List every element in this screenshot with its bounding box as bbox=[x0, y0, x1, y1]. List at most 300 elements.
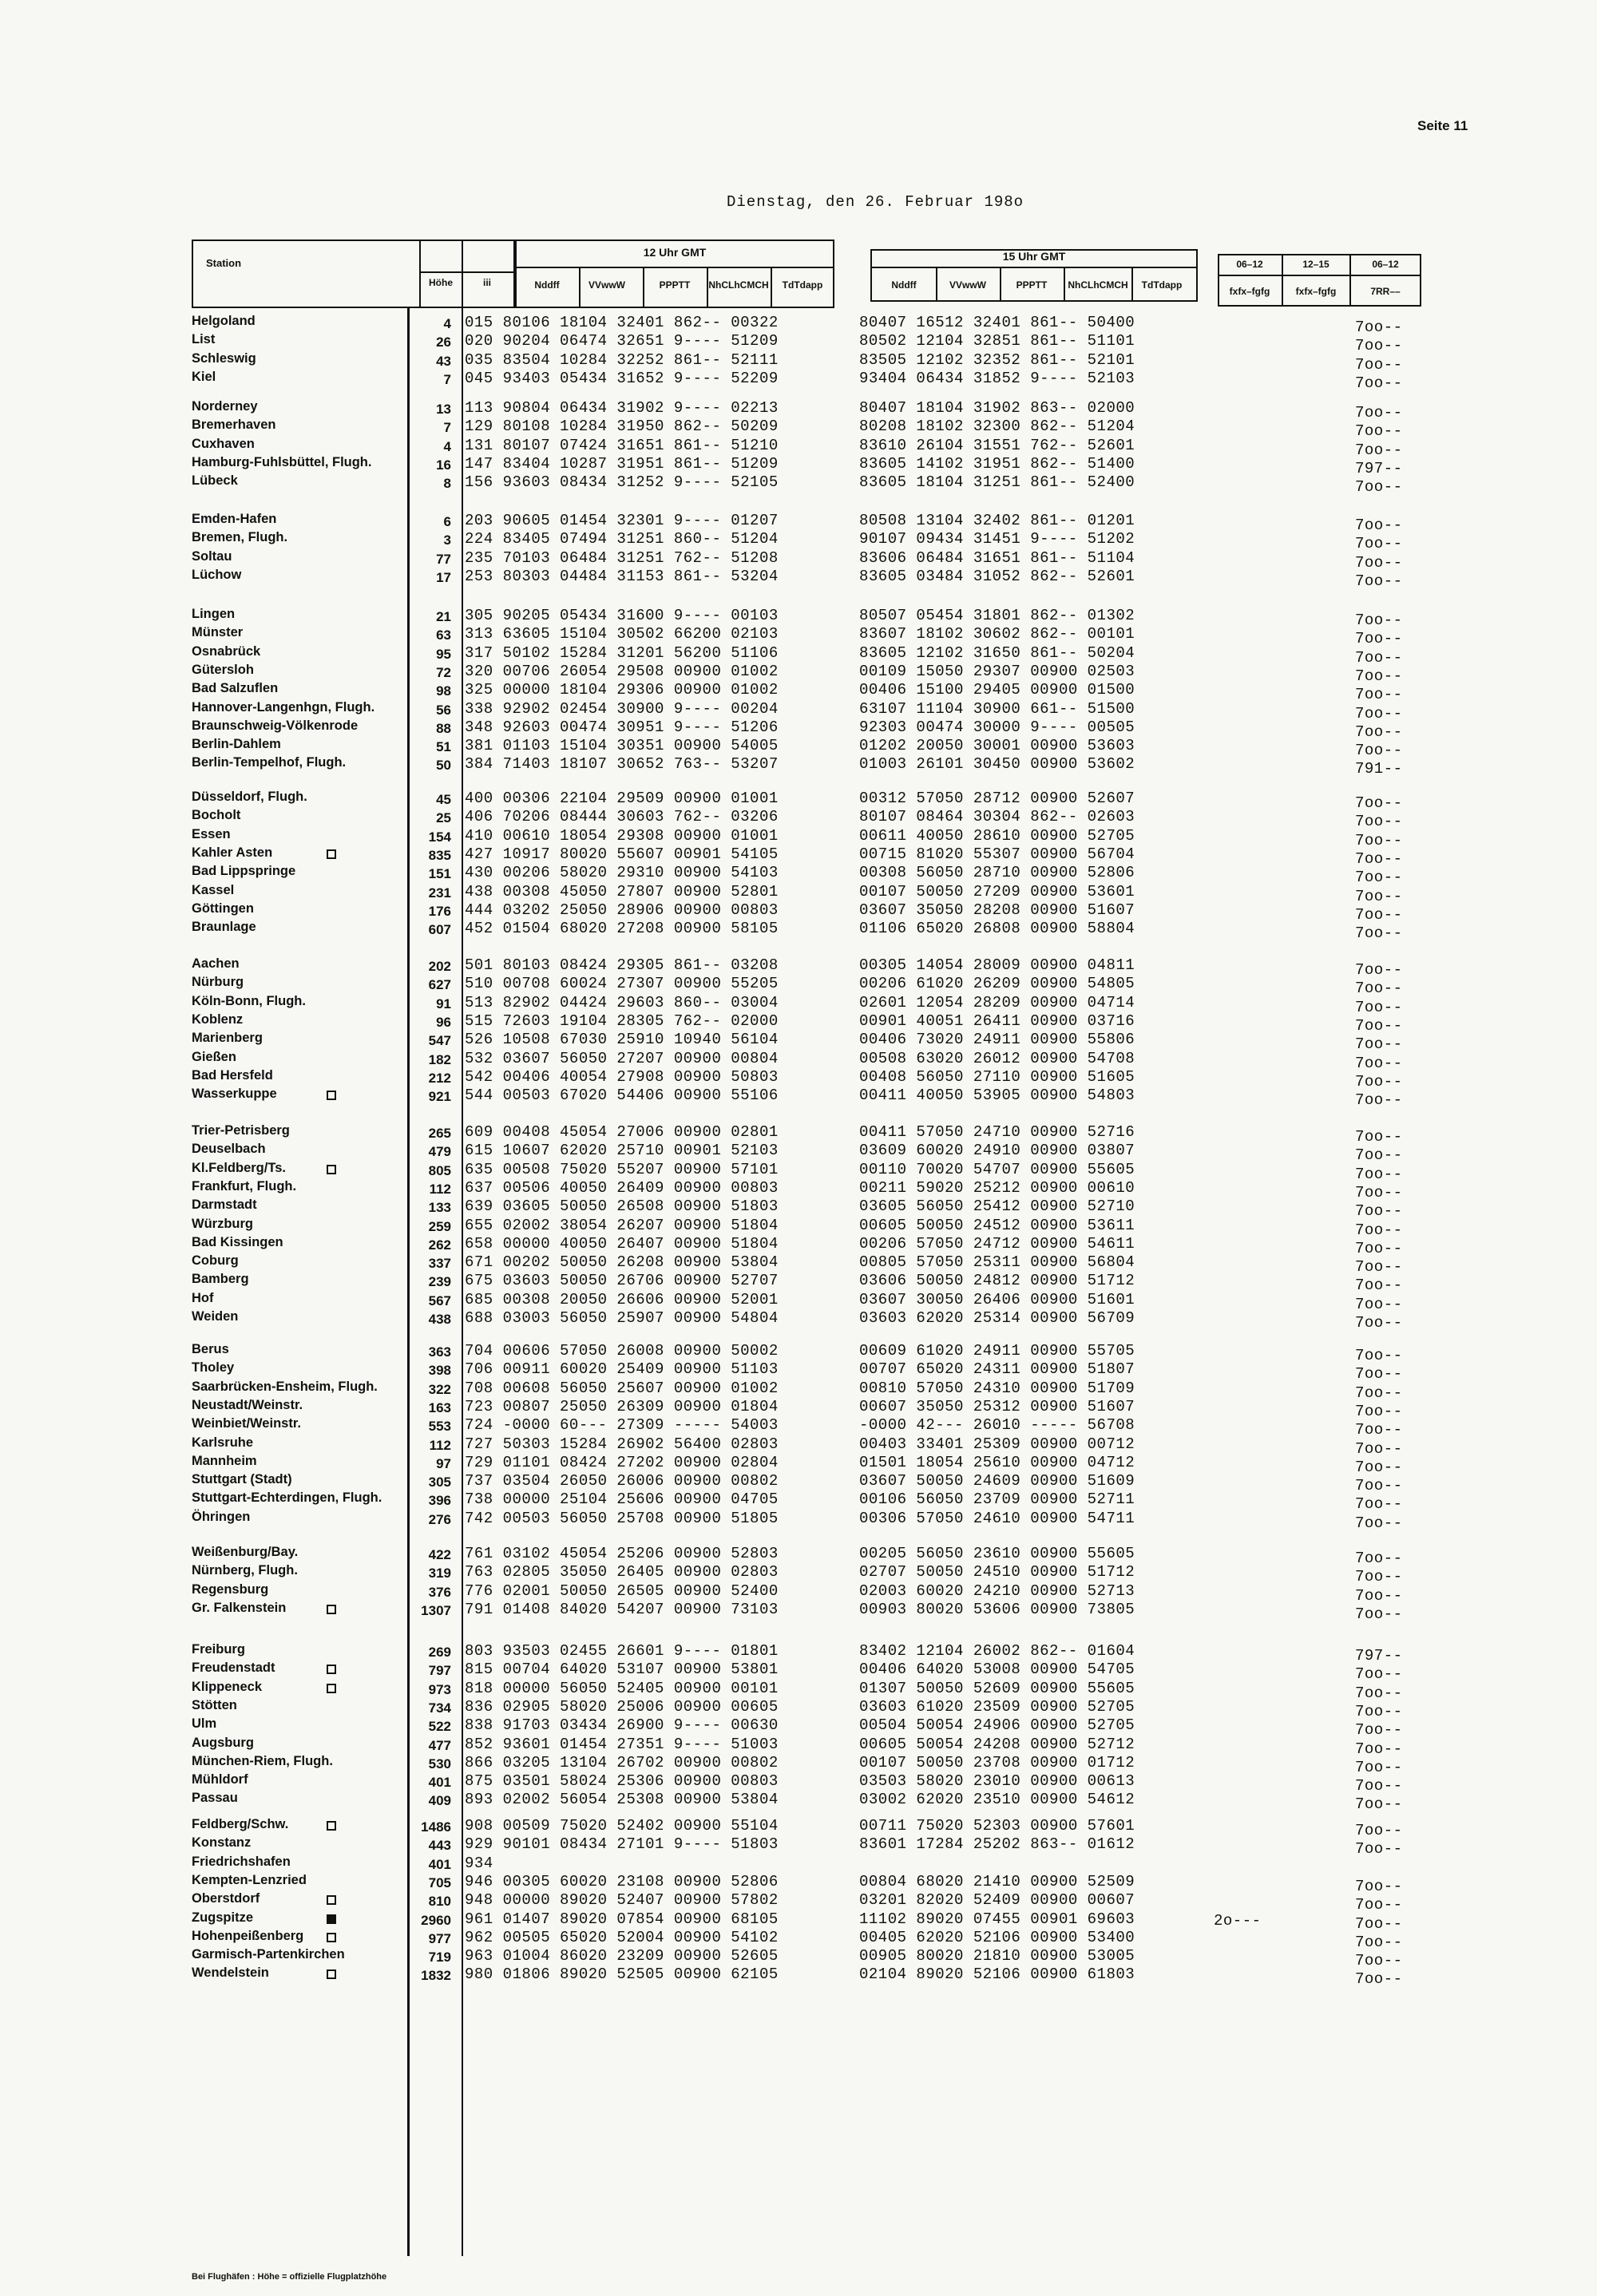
observation-12utc: 761 03102 45054 25206 00900 52803 bbox=[465, 1545, 779, 1562]
observation-12utc: 406 70206 08444 30603 762-- 03206 bbox=[465, 808, 779, 826]
precip-code: 7oo-- bbox=[1355, 612, 1403, 629]
period-subheader: 7RR–– bbox=[1370, 286, 1401, 297]
observation-12utc: 893 02002 56054 25308 00900 53804 bbox=[465, 1791, 779, 1809]
observation-12utc: 325 00000 18104 29306 00900 01002 bbox=[465, 681, 779, 699]
observation-12utc: 253 80303 04484 31153 861-- 53204 bbox=[465, 567, 779, 585]
table-row bbox=[0, 530, 1597, 553]
station-name: Konstanz bbox=[192, 1835, 252, 1851]
station-height: 151 bbox=[428, 866, 451, 882]
precip-code: 7oo-- bbox=[1355, 422, 1403, 441]
precip-code: 7oo-- bbox=[1355, 1458, 1403, 1476]
col12-header: Nddff bbox=[534, 279, 560, 291]
observation-12utc: 430 00206 58020 29310 00900 54103 bbox=[465, 864, 779, 882]
station-name: Emden-Hafen bbox=[192, 512, 277, 526]
observation-15utc: 80502 12104 32851 861-- 51101 bbox=[859, 332, 1135, 350]
precip-code: 7oo-- bbox=[1355, 1477, 1403, 1495]
observation-15utc: 83402 12104 26002 862-- 01604 bbox=[859, 1642, 1135, 1660]
station-name: Frankfurt, Flugh. bbox=[192, 1178, 297, 1194]
header-divider bbox=[462, 239, 463, 308]
observation-15utc: 00107 50050 23708 00900 01712 bbox=[859, 1753, 1135, 1771]
station-height: 627 bbox=[428, 977, 451, 993]
station-height: 479 bbox=[428, 1144, 451, 1160]
observation-12utc: 852 93601 01454 27351 9---- 51003 bbox=[465, 1735, 779, 1753]
table-row bbox=[0, 1753, 1597, 1776]
header-divider bbox=[579, 268, 581, 308]
precip-code: 7oo-- bbox=[1355, 535, 1403, 553]
table-row bbox=[0, 1087, 1597, 1110]
table-row bbox=[0, 662, 1597, 685]
table-row bbox=[0, 1342, 1597, 1364]
station-height: 401 bbox=[428, 1775, 451, 1791]
station-name: Passau bbox=[192, 1791, 238, 1806]
station-height: 231 bbox=[428, 885, 451, 901]
mountain-station-square-icon bbox=[327, 1605, 336, 1614]
precip-code: 7oo-- bbox=[1355, 667, 1403, 685]
observation-12utc: 655 02002 38054 26207 00900 51804 bbox=[465, 1216, 779, 1234]
station-height: 607 bbox=[428, 922, 451, 938]
precip-code: 7oo-- bbox=[1355, 1384, 1403, 1402]
station-name: Weinbiet/Weinstr. bbox=[192, 1416, 301, 1431]
precip-code: 7oo-- bbox=[1355, 517, 1403, 534]
station-name: Trier-Petrisberg bbox=[192, 1123, 290, 1138]
table-row bbox=[0, 1661, 1597, 1684]
observation-15utc: 83607 18102 30602 862-- 00101 bbox=[859, 625, 1135, 643]
station-name: Essen bbox=[192, 826, 231, 841]
station-name: Bocholt bbox=[192, 808, 241, 823]
precip-code: 7oo-- bbox=[1355, 1822, 1403, 1839]
observation-15utc: 00306 57050 24610 00900 54711 bbox=[859, 1509, 1135, 1527]
station-name: Düsseldorf, Flugh. bbox=[192, 790, 307, 804]
station-height: 477 bbox=[428, 1737, 451, 1753]
station-name: Zugspitze bbox=[192, 1910, 253, 1925]
observation-15utc: 00408 56050 27110 00900 51605 bbox=[859, 1067, 1135, 1086]
station-height: 95 bbox=[436, 646, 451, 662]
hoehe-column-header: Höhe bbox=[429, 277, 453, 288]
station-height: 88 bbox=[436, 720, 451, 736]
observation-12utc: 791 01408 84020 54207 00900 73103 bbox=[465, 1600, 779, 1618]
observation-12utc: 724 -0000 60--- 27309 ----- 54003 bbox=[465, 1416, 779, 1435]
station-height: 202 bbox=[428, 959, 451, 974]
period-header: 06–12 bbox=[1372, 259, 1399, 270]
precip-code: 7oo-- bbox=[1355, 1314, 1403, 1332]
observation-12utc: 658 00000 40050 26407 00900 51804 bbox=[465, 1234, 779, 1253]
observation-12utc: 962 00505 65020 52004 00900 54102 bbox=[465, 1928, 779, 1946]
observation-15utc: 00406 73020 24911 00900 55806 bbox=[859, 1031, 1135, 1049]
table-row bbox=[0, 567, 1597, 590]
observation-15utc: 00504 50054 24906 00900 52705 bbox=[859, 1716, 1135, 1735]
station-name: Mühldorf bbox=[192, 1772, 248, 1787]
station-height: 45 bbox=[436, 792, 451, 807]
table-row bbox=[0, 314, 1597, 336]
precip-code: 7oo-- bbox=[1355, 1035, 1403, 1054]
precip-code: 7oo-- bbox=[1355, 1740, 1403, 1758]
table-row bbox=[0, 808, 1597, 831]
col12-header: TdTdapp bbox=[782, 279, 823, 291]
precip-code: 7oo-- bbox=[1355, 1970, 1403, 1989]
station-name: Weißenburg/Bay. bbox=[192, 1545, 299, 1559]
table-row bbox=[0, 1791, 1597, 1814]
precip-code: 7oo-- bbox=[1355, 1568, 1403, 1586]
observation-12utc: 235 70103 06484 31251 762-- 51208 bbox=[465, 548, 779, 567]
observation-12utc: 542 00406 40054 27908 00900 50803 bbox=[465, 1067, 779, 1086]
mountain-station-square-icon bbox=[327, 1914, 336, 1924]
precip-code: 7oo-- bbox=[1355, 1016, 1403, 1035]
observation-12utc: 948 00000 89020 52407 00900 57802 bbox=[465, 1891, 779, 1910]
precip-code: 7oo-- bbox=[1355, 980, 1403, 998]
station-name: Kempten-Lenzried bbox=[192, 1872, 307, 1887]
precip-code: 7oo-- bbox=[1355, 1221, 1403, 1239]
header-divider bbox=[1131, 268, 1133, 302]
observation-15utc: 00107 50050 27209 00900 53601 bbox=[859, 882, 1135, 901]
table-row bbox=[0, 418, 1597, 441]
table-row bbox=[0, 1772, 1597, 1795]
precip-code: 7oo-- bbox=[1355, 1439, 1403, 1458]
precip-code: 7oo-- bbox=[1355, 1128, 1403, 1146]
precip-code: 7oo-- bbox=[1355, 905, 1403, 924]
observation-15utc: 00810 57050 24310 00900 51709 bbox=[859, 1379, 1135, 1397]
precip-code: 7oo-- bbox=[1355, 630, 1403, 648]
observation-15utc: 00110 70020 54707 00900 55605 bbox=[859, 1160, 1135, 1178]
observation-12utc: 708 00608 56050 25607 00900 01002 bbox=[465, 1379, 779, 1397]
header-divider bbox=[643, 268, 644, 308]
station-height: 239 bbox=[428, 1274, 451, 1290]
observation-12utc: 639 03605 50050 26508 00900 51803 bbox=[465, 1197, 779, 1216]
observation-12utc: 035 83504 10284 32252 861-- 52111 bbox=[465, 350, 779, 369]
station-name: List bbox=[192, 332, 216, 347]
header-divider bbox=[1282, 254, 1283, 307]
station-name: Tholey bbox=[192, 1360, 235, 1376]
station-height: 797 bbox=[428, 1663, 451, 1679]
precip-code: 7oo-- bbox=[1355, 1165, 1403, 1183]
period-header: 12–15 bbox=[1302, 259, 1330, 270]
precip-code: 7oo-- bbox=[1355, 648, 1403, 667]
observation-15utc: 03603 61020 23509 00900 52705 bbox=[859, 1697, 1135, 1716]
precip-code: 7oo-- bbox=[1355, 869, 1403, 887]
observation-12utc: 727 50303 15284 26902 56400 02803 bbox=[465, 1435, 779, 1453]
precip-code: 7oo-- bbox=[1355, 1202, 1403, 1221]
station-name: Bremerhaven bbox=[192, 418, 276, 433]
precip-code: 7oo-- bbox=[1355, 1586, 1403, 1605]
station-name: Köln-Bonn, Flugh. bbox=[192, 993, 306, 1008]
table-row bbox=[0, 1965, 1597, 1989]
precip-code: 7oo-- bbox=[1355, 998, 1403, 1016]
observation-15utc: 00305 14054 28009 00900 04811 bbox=[859, 956, 1135, 974]
station-name: München-Riem, Flugh. bbox=[192, 1753, 333, 1768]
station-height: 547 bbox=[428, 1033, 451, 1049]
observation-12utc: 838 91703 03434 26900 9---- 00630 bbox=[465, 1716, 779, 1735]
station-header-box bbox=[192, 239, 515, 308]
observation-15utc: 00411 57050 24710 00900 52716 bbox=[859, 1123, 1135, 1141]
table-row bbox=[0, 1581, 1597, 1605]
station-name: Stuttgart (Stadt) bbox=[192, 1472, 292, 1487]
observation-15utc: 00308 56050 28710 00900 52806 bbox=[859, 864, 1135, 882]
observation-12utc: 020 90204 06474 32651 9---- 51209 bbox=[465, 332, 779, 350]
station-height: 112 bbox=[429, 1437, 451, 1453]
observation-15utc: 00106 56050 23709 00900 52711 bbox=[859, 1490, 1135, 1509]
station-name: Regensburg bbox=[192, 1581, 269, 1597]
station-height: 182 bbox=[428, 1051, 451, 1067]
table-row bbox=[0, 1309, 1597, 1332]
station-height: 163 bbox=[428, 1399, 451, 1415]
station-height: 810 bbox=[428, 1894, 451, 1910]
precip-code: 7oo-- bbox=[1355, 1258, 1403, 1277]
station-height: 43 bbox=[436, 353, 451, 369]
station-height: 805 bbox=[428, 1162, 451, 1178]
col12-header: PPPTT bbox=[659, 279, 691, 291]
table-row bbox=[0, 1160, 1597, 1183]
observation-12utc: 526 10508 67030 25910 10940 56104 bbox=[465, 1031, 779, 1049]
station-height: 396 bbox=[428, 1493, 451, 1509]
precip-code: 7oo-- bbox=[1355, 1914, 1403, 1933]
station-height: 51 bbox=[436, 739, 451, 755]
station-height: 409 bbox=[428, 1793, 451, 1809]
station-name: Aachen bbox=[192, 956, 240, 971]
header-divider bbox=[936, 268, 937, 302]
header-divider bbox=[1000, 268, 1001, 302]
observation-12utc: 544 00503 67020 54406 00900 55106 bbox=[465, 1087, 779, 1105]
observation-12utc: 738 00000 25104 25606 00900 04705 bbox=[465, 1490, 779, 1509]
observation-12utc: 113 90804 06434 31902 9---- 02213 bbox=[465, 399, 779, 417]
observation-15utc: 03607 50050 24609 00900 51609 bbox=[859, 1472, 1135, 1490]
table-row bbox=[0, 1178, 1597, 1201]
table-row bbox=[0, 1835, 1597, 1859]
header-divider bbox=[707, 268, 708, 308]
observation-12utc: 381 01103 15104 30351 00900 54005 bbox=[465, 737, 779, 755]
table-row bbox=[0, 1453, 1597, 1476]
precip-code: 7oo-- bbox=[1355, 337, 1403, 355]
observation-12utc: 427 10917 80020 55607 00901 54105 bbox=[465, 845, 779, 863]
station-name: Ulm bbox=[192, 1716, 217, 1732]
table-row bbox=[0, 718, 1597, 741]
table-row bbox=[0, 548, 1597, 572]
station-height: 176 bbox=[428, 903, 451, 919]
observation-12utc: 946 00305 60020 23108 00900 52806 bbox=[465, 1872, 779, 1890]
precip-code: 7oo-- bbox=[1355, 1952, 1403, 1970]
observation-12utc: 803 93503 02455 26601 9---- 01801 bbox=[465, 1642, 779, 1660]
station-height: 4 bbox=[443, 316, 451, 331]
station-name: Bad Kissingen bbox=[192, 1234, 283, 1249]
precip-code: 7oo-- bbox=[1355, 831, 1403, 849]
header-divider bbox=[1064, 268, 1065, 302]
station-name: Lübeck bbox=[192, 473, 238, 489]
station-height: 259 bbox=[428, 1218, 451, 1234]
observation-15utc: 00312 57050 28712 00900 52607 bbox=[859, 790, 1135, 807]
gust-code: 2o--- bbox=[1214, 1911, 1262, 1930]
station-name: Gütersloh bbox=[192, 662, 254, 677]
col12-header: NhCLhCMCH bbox=[708, 279, 769, 291]
station-height: 1307 bbox=[421, 1602, 451, 1618]
station-height: 154 bbox=[428, 829, 451, 845]
station-height: 16 bbox=[436, 457, 451, 473]
table-row bbox=[0, 1600, 1597, 1623]
station-height: 26 bbox=[436, 335, 451, 350]
table-row bbox=[0, 399, 1597, 422]
footnote: Bei Flughäfen : Höhe = offizielle Flugplatzhöhe bbox=[192, 2272, 387, 2282]
table-row bbox=[0, 1872, 1597, 1895]
table-row bbox=[0, 332, 1597, 355]
group12-title: 12 Uhr GMT bbox=[643, 246, 707, 259]
station-height: 522 bbox=[428, 1719, 451, 1735]
observation-12utc: 015 80106 18104 32401 862-- 00322 bbox=[465, 314, 779, 331]
precip-code: 7oo-- bbox=[1355, 1721, 1403, 1740]
observation-12utc: 510 00708 60024 27307 00900 55205 bbox=[465, 975, 779, 993]
observation-15utc: 83505 12102 32352 861-- 52101 bbox=[859, 350, 1135, 369]
precip-code: 7oo-- bbox=[1355, 1239, 1403, 1257]
observation-15utc: 00607 35050 25312 00900 51607 bbox=[859, 1397, 1135, 1415]
station-height: 376 bbox=[428, 1584, 451, 1600]
observation-12utc: 400 00306 22104 29509 00900 01001 bbox=[465, 790, 779, 807]
station-height: 212 bbox=[428, 1070, 451, 1086]
precip-code: 7oo-- bbox=[1355, 1795, 1403, 1814]
table-row bbox=[0, 1735, 1597, 1758]
observation-15utc: 00411 40050 53905 00900 54803 bbox=[859, 1087, 1135, 1105]
table-row bbox=[0, 1891, 1597, 1914]
table-row bbox=[0, 882, 1597, 905]
station-column-header: Station bbox=[206, 257, 242, 269]
precip-code: 7oo-- bbox=[1355, 1295, 1403, 1313]
observation-12utc: 776 02001 50050 26505 00900 52400 bbox=[465, 1581, 779, 1600]
header-divider bbox=[870, 267, 1198, 268]
precip-code: 7oo-- bbox=[1355, 849, 1403, 868]
table-row bbox=[0, 473, 1597, 497]
station-name: Kahler Asten bbox=[192, 845, 273, 860]
observation-12utc: 815 00704 64020 53107 00900 53801 bbox=[465, 1661, 779, 1679]
precip-code: 7oo-- bbox=[1355, 553, 1403, 572]
precip-code: 7oo-- bbox=[1355, 1550, 1403, 1567]
observation-15utc: -0000 42--- 26010 ----- 56708 bbox=[859, 1416, 1135, 1435]
observation-15utc: 00211 59020 25212 00900 00610 bbox=[859, 1178, 1135, 1197]
observation-12utc: 737 03504 26050 26006 00900 00802 bbox=[465, 1472, 779, 1490]
header-divider bbox=[1218, 275, 1421, 276]
station-name: Hannover-Langenhgn, Flugh. bbox=[192, 699, 375, 715]
mountain-station-square-icon bbox=[327, 1969, 336, 1979]
station-height: 7 bbox=[443, 420, 451, 436]
observation-12utc: 129 80108 10284 31950 862-- 50209 bbox=[465, 418, 779, 436]
table-row bbox=[0, 920, 1597, 943]
precip-code: 7oo-- bbox=[1355, 441, 1403, 459]
table-row bbox=[0, 845, 1597, 868]
station-name: Garmisch-Partenkirchen bbox=[192, 1947, 345, 1962]
observation-12utc: 836 02905 58020 25006 00900 00605 bbox=[465, 1697, 779, 1716]
table-row bbox=[0, 607, 1597, 629]
station-name: Berlin-Tempelhof, Flugh. bbox=[192, 755, 347, 770]
table-row bbox=[0, 1197, 1597, 1221]
observation-15utc: 11102 89020 07455 00901 69603 bbox=[859, 1910, 1135, 1928]
observation-12utc: 615 10607 62020 25710 00901 52103 bbox=[465, 1142, 779, 1160]
precip-code: 7oo-- bbox=[1355, 1365, 1403, 1384]
station-height: 567 bbox=[428, 1292, 451, 1308]
station-name: Stuttgart-Echterdingen, Flugh. bbox=[192, 1490, 382, 1506]
table-row bbox=[0, 901, 1597, 924]
observation-15utc: 83601 17284 25202 863-- 01612 bbox=[859, 1835, 1135, 1854]
station-height: 734 bbox=[428, 1700, 451, 1716]
station-name: Freiburg bbox=[192, 1642, 245, 1657]
observation-15utc: 00611 40050 28610 00900 52705 bbox=[859, 826, 1135, 845]
table-row bbox=[0, 643, 1597, 667]
precip-code: 7oo-- bbox=[1355, 887, 1403, 905]
station-name: Braunschweig-Völkenrode bbox=[192, 718, 359, 733]
precip-code: 7oo-- bbox=[1355, 1665, 1403, 1684]
table-row bbox=[0, 369, 1597, 392]
table-row bbox=[0, 1642, 1597, 1665]
precip-code: 7oo-- bbox=[1355, 1684, 1403, 1702]
station-name: Hamburg-Fuhlsbüttel, Flugh. bbox=[192, 454, 372, 469]
observation-12utc: 338 92902 02454 30900 9---- 00204 bbox=[465, 699, 779, 718]
station-name: Hohenpeißenberg bbox=[192, 1928, 304, 1943]
observation-15utc: 00403 33401 25309 00900 00712 bbox=[859, 1435, 1135, 1453]
observation-15utc: 03605 56050 25412 00900 52710 bbox=[859, 1197, 1135, 1216]
table-row bbox=[0, 1910, 1597, 1933]
mountain-station-square-icon bbox=[327, 1821, 336, 1831]
station-height: 1832 bbox=[421, 1968, 451, 1984]
station-name: Öhringen bbox=[192, 1509, 251, 1524]
precip-code: 7oo-- bbox=[1355, 374, 1403, 392]
station-height: 530 bbox=[428, 1756, 451, 1771]
header-divider bbox=[1349, 254, 1351, 307]
observation-15utc: 00605 50050 24512 00900 53611 bbox=[859, 1216, 1135, 1234]
table-row bbox=[0, 1817, 1597, 1839]
table-row bbox=[0, 1011, 1597, 1035]
observation-12utc: 980 01806 89020 52505 00900 62105 bbox=[465, 1965, 779, 1984]
table-row bbox=[0, 1379, 1597, 1402]
table-row bbox=[0, 1545, 1597, 1567]
observation-15utc: 00206 61020 26209 00900 54805 bbox=[859, 975, 1135, 993]
observation-15utc: 80407 18104 31902 863-- 02000 bbox=[859, 399, 1135, 417]
observation-15utc: 00605 50054 24208 00900 52712 bbox=[859, 1735, 1135, 1753]
station-name: Gießen bbox=[192, 1049, 236, 1064]
station-height: 973 bbox=[428, 1681, 451, 1697]
observation-12utc: 723 00807 25050 26309 00900 01804 bbox=[465, 1397, 779, 1415]
station-height: 977 bbox=[428, 1930, 451, 1946]
observation-12utc: 706 00911 60020 25409 00900 51103 bbox=[465, 1360, 779, 1379]
table-row bbox=[0, 1216, 1597, 1239]
station-height: 4 bbox=[443, 438, 451, 454]
precip-code: 7oo-- bbox=[1355, 1072, 1403, 1091]
station-height: 269 bbox=[428, 1645, 451, 1660]
period-subheader: fxfx–fgfg bbox=[1295, 286, 1337, 297]
mountain-station-square-icon bbox=[327, 1665, 336, 1674]
station-name: Koblenz bbox=[192, 1011, 244, 1027]
observation-15utc: 80507 05454 31801 862-- 01302 bbox=[859, 607, 1135, 624]
station-height: 133 bbox=[428, 1200, 451, 1216]
observation-15utc: 03603 62020 25314 00900 56709 bbox=[859, 1309, 1135, 1327]
table-row bbox=[0, 1679, 1597, 1702]
precip-code: 7oo-- bbox=[1355, 742, 1403, 760]
table-row bbox=[0, 790, 1597, 812]
station-height: 8 bbox=[443, 476, 451, 492]
table-row bbox=[0, 1490, 1597, 1514]
observation-15utc: 00805 57050 25311 00900 56804 bbox=[859, 1253, 1135, 1272]
station-height: 6 bbox=[443, 514, 451, 529]
precip-code: 7oo-- bbox=[1355, 1514, 1403, 1532]
precip-code: 7oo-- bbox=[1355, 355, 1403, 374]
station-height: 112 bbox=[429, 1181, 451, 1197]
observation-15utc: 03607 35050 28208 00900 51607 bbox=[859, 901, 1135, 919]
station-name: Nürburg bbox=[192, 975, 244, 990]
table-row bbox=[0, 1947, 1597, 1970]
station-name: Freudenstadt bbox=[192, 1661, 275, 1676]
header-divider bbox=[515, 267, 834, 268]
table-row bbox=[0, 512, 1597, 534]
station-name: Nürnberg, Flugh. bbox=[192, 1563, 298, 1578]
observation-15utc: 02003 60020 24210 00900 52713 bbox=[859, 1581, 1135, 1600]
col15-header: TdTdapp bbox=[1141, 279, 1183, 291]
precip-code: 7oo-- bbox=[1355, 404, 1403, 422]
header-divider bbox=[419, 271, 515, 273]
precip-code: 7oo-- bbox=[1355, 924, 1403, 943]
observation-15utc: 00901 40051 26411 00900 03716 bbox=[859, 1011, 1135, 1030]
station-name: Deuselbach bbox=[192, 1142, 266, 1157]
